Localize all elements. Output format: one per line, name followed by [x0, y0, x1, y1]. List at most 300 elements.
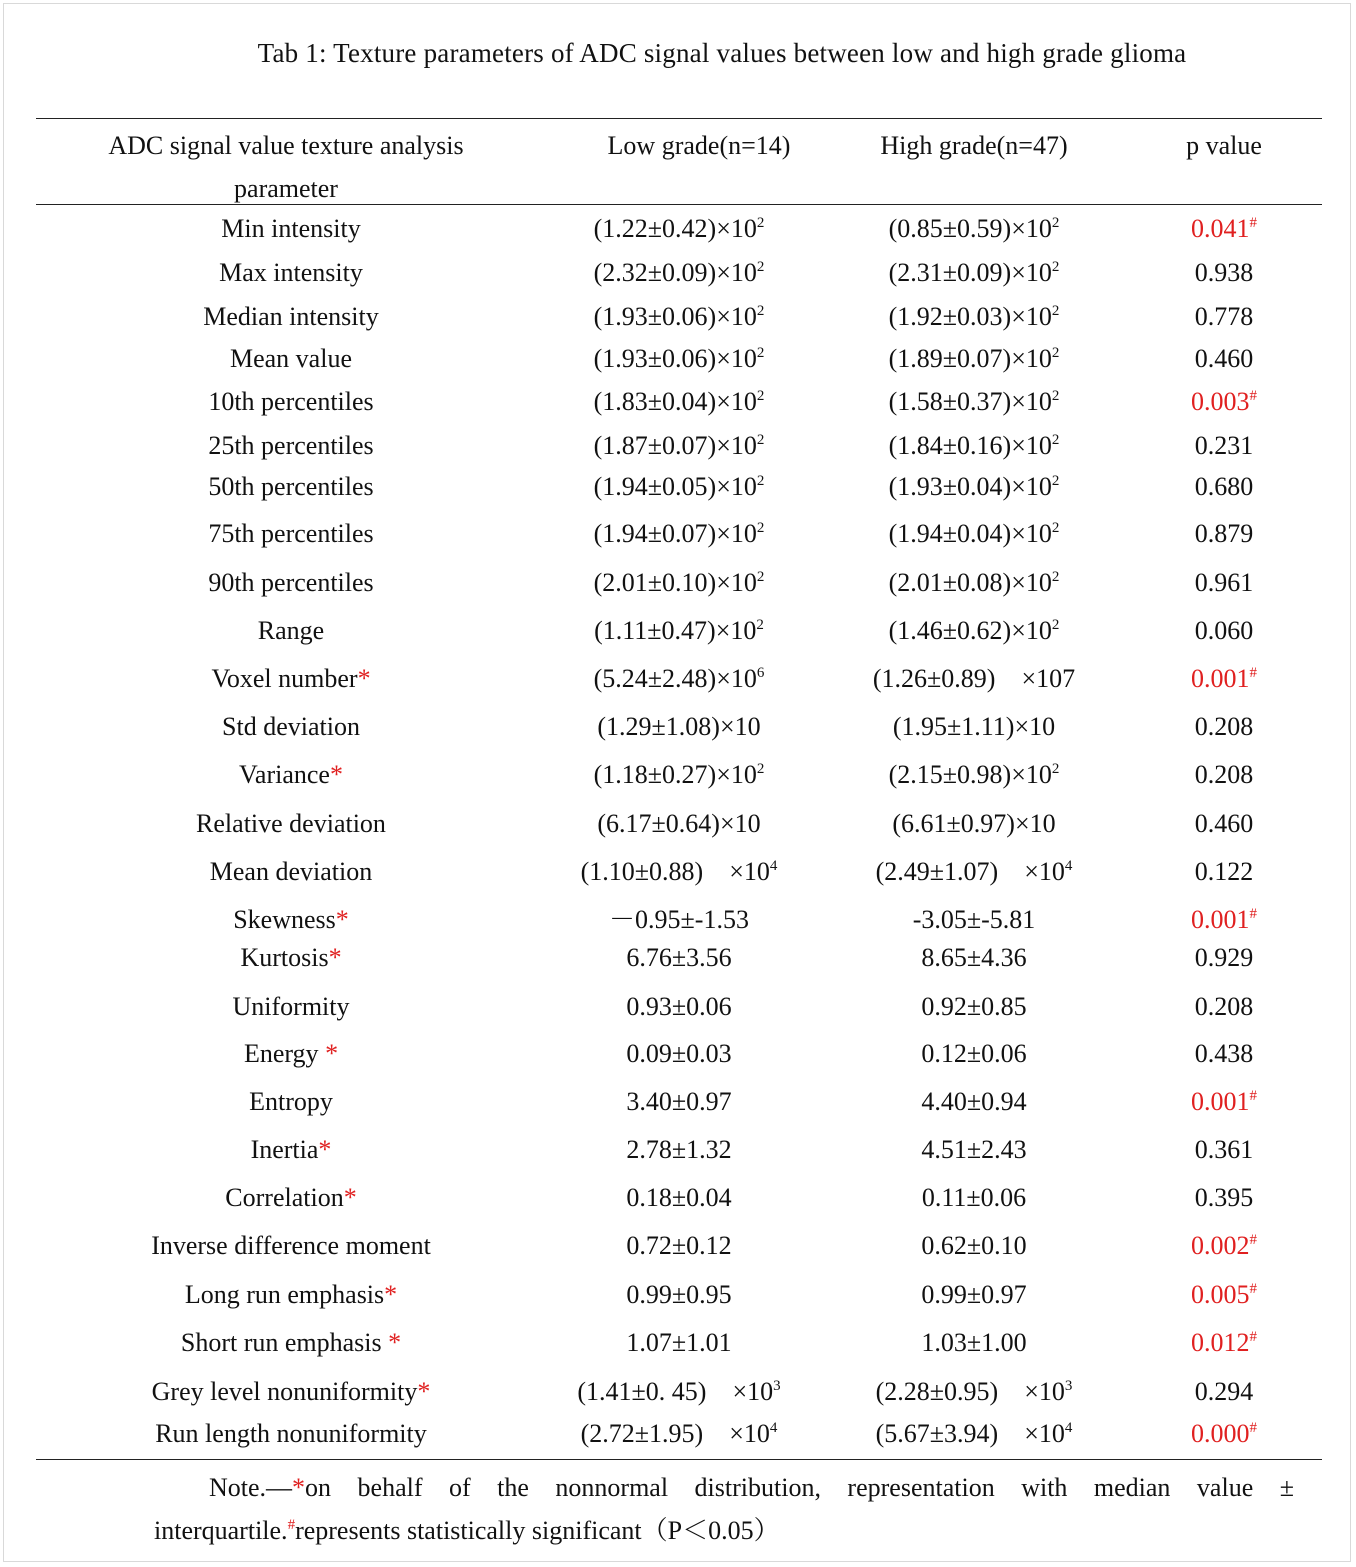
low-grade-cell — [544, 339, 814, 383]
low-grade-exponent: 6 — [756, 665, 765, 681]
high-grade-cell — [839, 938, 1109, 978]
low-grade-exponent: 2 — [756, 303, 765, 319]
low-grade-value: 0.72±0.12 — [626, 1231, 732, 1260]
header-rule — [36, 204, 1322, 205]
parameter-cell — [86, 339, 496, 379]
low-grade-value: (1.83±0.04)×10 — [593, 387, 757, 416]
parameter-name: 25th percentiles — [208, 431, 374, 460]
high-grade-value: 0.92±0.85 — [921, 992, 1027, 1021]
low-grade-exponent: 4 — [769, 1420, 778, 1436]
high-grade-value: 0.62±0.10 — [921, 1231, 1027, 1260]
low-grade-cell — [544, 1372, 814, 1416]
parameter-cell — [86, 1372, 496, 1412]
high-grade-cell — [839, 755, 1109, 799]
high-grade-value: 0.99±0.97 — [921, 1280, 1027, 1309]
high-grade-cell — [839, 514, 1109, 558]
p-value: 0.208 — [1194, 760, 1254, 789]
low-grade-value: 0.93±0.06 — [626, 992, 732, 1021]
high-grade-exponent: 2 — [1051, 569, 1060, 585]
parameter-cell — [86, 297, 496, 337]
table-row — [4, 1178, 1350, 1218]
high-grade-value: (1.95±1.11)×10 — [892, 712, 1056, 741]
note-star: * — [292, 1473, 306, 1502]
parameter-name: Median intensity — [203, 302, 379, 331]
table-row — [4, 1034, 1350, 1074]
high-grade-cell — [839, 1414, 1109, 1458]
high-grade-exponent: 2 — [1051, 388, 1060, 404]
low-grade-value: (1.18±0.27)×10 — [593, 760, 757, 789]
p-value: 0.208 — [1194, 712, 1254, 741]
low-grade-value: (6.17±0.64)×10 — [597, 809, 761, 838]
table-row — [4, 339, 1350, 379]
high-grade-value: (5.67±3.94) ×10 — [875, 1419, 1065, 1448]
p-value: 0.395 — [1194, 1183, 1254, 1212]
high-grade-value: (1.46±0.62)×10 — [888, 616, 1052, 645]
high-grade-cell — [839, 1226, 1109, 1266]
high-grade-cell — [839, 804, 1109, 844]
p-value: 0.361 — [1194, 1135, 1254, 1164]
parameter-name: 50th percentiles — [208, 472, 374, 501]
high-grade-cell — [839, 209, 1109, 253]
high-grade-exponent: 4 — [1064, 858, 1073, 874]
header-parameter-line1: ADC signal value texture analysis — [108, 131, 464, 160]
table-row — [4, 514, 1350, 554]
p-value: 0.001 — [1191, 1087, 1250, 1116]
p-value-cell — [1124, 707, 1324, 747]
parameter-name: Run length nonuniformity — [155, 1419, 427, 1448]
parameter-name: Relative deviation — [196, 809, 386, 838]
header-p-value: p value — [1186, 131, 1262, 160]
significance-mark: # — [1249, 1329, 1257, 1345]
p-value: 0.060 — [1194, 616, 1254, 645]
low-grade-value: (1.94±0.07)×10 — [593, 519, 757, 548]
low-grade-cell — [544, 938, 814, 978]
parameter-cell — [86, 852, 496, 892]
p-value: 0.012 — [1191, 1328, 1250, 1357]
low-grade-cell — [544, 1275, 814, 1315]
high-grade-value: (6.61±0.97)×10 — [892, 809, 1056, 838]
p-value: 0.294 — [1194, 1377, 1254, 1406]
header-parameter — [76, 124, 496, 210]
low-grade-cell — [544, 426, 814, 470]
parameter-cell — [86, 755, 496, 795]
p-value: 0.929 — [1194, 943, 1254, 972]
low-grade-exponent: 2 — [756, 215, 765, 231]
parameter-name: Short run emphasis — [180, 1328, 389, 1357]
document-page — [3, 3, 1351, 1562]
table-row — [4, 987, 1350, 1027]
parameter-name: Range — [257, 616, 325, 645]
low-grade-value: (1.87±0.07)×10 — [593, 431, 757, 460]
high-grade-exponent: 2 — [1051, 259, 1060, 275]
low-grade-value: 2.78±1.32 — [626, 1135, 732, 1164]
low-grade-value: (1.93±0.06)×10 — [593, 344, 757, 373]
table-row — [4, 900, 1350, 940]
high-grade-exponent: 2 — [1051, 473, 1060, 489]
low-grade-value: 3.40±0.97 — [626, 1087, 732, 1116]
parameter-cell — [86, 1323, 496, 1363]
parameter-name: Std deviation — [222, 712, 360, 741]
parameter-name: Mean value — [229, 344, 352, 373]
high-grade-cell — [839, 426, 1109, 470]
low-grade-cell — [544, 1226, 814, 1266]
parameter-cell — [86, 900, 496, 940]
low-grade-cell — [544, 209, 814, 253]
parameter-name: Inertia — [250, 1135, 319, 1164]
note-line-1 — [154, 1466, 1294, 1509]
parameter-cell — [86, 938, 496, 978]
low-grade-cell — [544, 297, 814, 341]
low-grade-value: (1.93±0.06)×10 — [593, 302, 757, 331]
p-value-cell — [1124, 1130, 1324, 1170]
parameter-name: Inverse difference moment — [151, 1231, 431, 1260]
low-grade-value: (2.01±0.10)×10 — [593, 568, 757, 597]
top-rule — [36, 118, 1322, 119]
high-grade-value: (1.93±0.04)×10 — [888, 472, 1052, 501]
high-grade-exponent: 2 — [1051, 520, 1060, 536]
high-grade-value: 4.40±0.94 — [921, 1087, 1027, 1116]
high-grade-value: (2.28±0.95) ×10 — [875, 1377, 1065, 1406]
low-grade-cell — [544, 1178, 814, 1218]
p-value-cell — [1124, 804, 1324, 844]
parameter-name: Min intensity — [221, 214, 361, 243]
nonnormal-star: * — [328, 943, 342, 972]
significance-mark: # — [1249, 1420, 1257, 1436]
significance-mark: # — [1249, 906, 1257, 922]
table-row — [4, 382, 1350, 422]
low-grade-value: －0.95±-1.53 — [609, 905, 749, 934]
note-line2-a: interquartile. — [154, 1516, 288, 1545]
high-grade-value: 8.65±4.36 — [921, 943, 1027, 972]
low-grade-cell — [544, 611, 814, 655]
parameter-cell — [86, 1178, 496, 1218]
table-row — [4, 804, 1350, 844]
p-value: 0.879 — [1194, 519, 1254, 548]
high-grade-value: (2.01±0.08)×10 — [888, 568, 1052, 597]
p-value: 0.438 — [1194, 1039, 1254, 1068]
nonnormal-star: * — [343, 1183, 357, 1212]
low-grade-value: (2.32±0.09)×10 — [593, 258, 757, 287]
low-grade-exponent: 2 — [756, 520, 765, 536]
high-grade-exponent: 4 — [1064, 1420, 1073, 1436]
table-row — [4, 467, 1350, 507]
high-grade-cell — [839, 1034, 1109, 1074]
p-value-cell — [1124, 209, 1324, 253]
table-row — [4, 659, 1350, 699]
table-row — [4, 297, 1350, 337]
low-grade-exponent: 2 — [756, 761, 765, 777]
high-grade-value: 1.03±1.00 — [921, 1328, 1027, 1357]
parameter-cell — [86, 514, 496, 554]
low-grade-value: (1.11±0.47)×10 — [594, 616, 757, 645]
p-value-cell — [1124, 426, 1324, 466]
header-low-grade: Low grade(n=14) — [607, 131, 791, 160]
parameter-name: Max intensity — [219, 258, 363, 287]
nonnormal-star: * — [357, 664, 371, 693]
high-grade-cell — [839, 382, 1109, 426]
high-grade-cell — [839, 467, 1109, 511]
parameter-name: Voxel number — [211, 664, 358, 693]
table-row — [4, 209, 1350, 249]
low-grade-cell — [544, 755, 814, 799]
p-value-cell — [1124, 339, 1324, 379]
high-grade-cell — [839, 852, 1109, 896]
high-grade-exponent: 2 — [1051, 617, 1060, 633]
p-value-cell — [1124, 1178, 1324, 1218]
p-value: 0.041 — [1191, 214, 1250, 243]
nonnormal-star: * — [329, 760, 343, 789]
low-grade-value: (5.24±2.48)×10 — [593, 664, 757, 693]
high-grade-value: (2.15±0.98)×10 — [888, 760, 1052, 789]
high-grade-cell — [839, 297, 1109, 341]
high-grade-cell — [839, 659, 1109, 699]
significance-mark: # — [1249, 1088, 1257, 1104]
p-value-cell — [1124, 1414, 1324, 1458]
table-row — [4, 563, 1350, 603]
low-grade-cell — [544, 1082, 814, 1122]
high-grade-cell — [839, 707, 1109, 747]
high-grade-value: (2.31±0.09)×10 — [888, 258, 1052, 287]
low-grade-exponent: 2 — [756, 388, 765, 404]
parameter-cell — [86, 426, 496, 466]
p-value-cell — [1124, 1034, 1324, 1074]
low-grade-value: (2.72±1.95) ×10 — [580, 1419, 770, 1448]
significance-mark: # — [1249, 1281, 1257, 1297]
table-row — [4, 707, 1350, 747]
table-row — [4, 1275, 1350, 1315]
nonnormal-star: * — [417, 1377, 431, 1406]
nonnormal-star: * — [318, 1135, 332, 1164]
table-row — [4, 611, 1350, 651]
p-value: 0.005 — [1191, 1280, 1250, 1309]
low-grade-exponent: 4 — [769, 858, 778, 874]
low-grade-exponent: 2 — [756, 473, 765, 489]
p-value-cell — [1124, 1275, 1324, 1319]
high-grade-cell — [839, 339, 1109, 383]
high-grade-exponent: 2 — [1051, 761, 1060, 777]
low-grade-cell — [544, 659, 814, 703]
low-grade-value: 0.99±0.95 — [626, 1280, 732, 1309]
p-value: 0.001 — [1191, 664, 1250, 693]
high-grade-value: (1.94±0.04)×10 — [888, 519, 1052, 548]
nonnormal-star: * — [335, 905, 349, 934]
low-grade-cell — [544, 852, 814, 896]
parameter-cell — [86, 382, 496, 422]
p-value-cell — [1124, 755, 1324, 795]
parameter-name: Long run emphasis — [184, 1280, 385, 1309]
p-value-cell — [1124, 1323, 1324, 1367]
parameter-cell — [86, 1226, 496, 1266]
low-grade-value: (1.10±0.88) ×10 — [580, 857, 770, 886]
p-value: 0.778 — [1194, 302, 1254, 331]
high-grade-cell — [839, 1323, 1109, 1363]
low-grade-exponent: 2 — [756, 617, 764, 633]
p-value: 0.938 — [1194, 258, 1254, 287]
p-value-cell — [1124, 1226, 1324, 1270]
low-grade-value: 0.09±0.03 — [626, 1039, 732, 1068]
low-grade-cell — [544, 900, 814, 940]
table-note — [154, 1466, 1294, 1557]
p-value-cell — [1124, 852, 1324, 892]
p-value: 0.460 — [1194, 809, 1254, 838]
high-grade-value: 4.51±2.43 — [921, 1135, 1027, 1164]
low-grade-cell — [544, 563, 814, 607]
high-grade-exponent: 2 — [1051, 303, 1060, 319]
p-value: 0.122 — [1194, 857, 1254, 886]
high-grade-exponent: 2 — [1051, 345, 1060, 361]
parameter-cell — [86, 1082, 496, 1122]
high-grade-cell — [839, 1275, 1109, 1315]
low-grade-cell — [544, 804, 814, 844]
low-grade-cell — [544, 1323, 814, 1363]
parameter-name: 90th percentiles — [208, 568, 374, 597]
note-line-2 — [154, 1509, 1294, 1557]
parameter-name: Variance — [239, 760, 330, 789]
high-grade-cell — [839, 1372, 1109, 1416]
table-row — [4, 938, 1350, 978]
high-grade-cell — [839, 611, 1109, 655]
table-row — [4, 1226, 1350, 1266]
low-grade-exponent: 2 — [756, 259, 765, 275]
high-grade-cell — [839, 253, 1109, 297]
low-grade-exponent: 3 — [773, 1378, 781, 1394]
p-value: 0.961 — [1194, 568, 1254, 597]
high-grade-value: (1.84±0.16)×10 — [888, 431, 1052, 460]
high-grade-value: (1.58±0.37)×10 — [888, 387, 1052, 416]
low-grade-value: (1.94±0.05)×10 — [593, 472, 757, 501]
parameter-name: Kurtosis — [240, 943, 329, 972]
low-grade-cell — [544, 1130, 814, 1170]
low-grade-cell — [544, 1414, 814, 1458]
low-grade-value: 0.18±0.04 — [626, 1183, 732, 1212]
p-value-cell — [1124, 563, 1324, 603]
note-line1-text: on behalf of the nonnormal distribution, representation with median value ± — [305, 1473, 1294, 1502]
low-grade-cell — [544, 382, 814, 426]
table-title: Tab 1: Texture parameters of ADC signal values between low and high grade glioma — [257, 38, 1187, 68]
low-grade-value: 6.76±3.56 — [626, 943, 732, 972]
parameter-cell — [86, 707, 496, 747]
high-grade-cell — [839, 900, 1109, 940]
table-row — [4, 253, 1350, 293]
significance-mark: # — [1249, 215, 1257, 231]
p-value-cell — [1124, 1082, 1324, 1126]
parameter-name: Mean deviation — [209, 857, 373, 886]
p-value: 0.680 — [1194, 472, 1254, 501]
significance-mark: # — [1249, 665, 1257, 681]
table-row — [4, 426, 1350, 466]
high-grade-cell — [839, 987, 1109, 1027]
header-high-grade: High grade(n=47) — [880, 131, 1068, 160]
high-grade-cell — [839, 1082, 1109, 1122]
low-grade-cell — [544, 1034, 814, 1074]
high-grade-cell — [839, 1130, 1109, 1170]
table-row — [4, 852, 1350, 892]
high-grade-value: 0.11±0.06 — [921, 1183, 1027, 1212]
p-value-cell — [1124, 467, 1324, 507]
p-value: 0.231 — [1194, 431, 1254, 460]
note-line2-b: represents statistically significant（P＜0.05） — [295, 1516, 780, 1545]
high-grade-cell — [839, 1178, 1109, 1218]
parameter-cell — [86, 659, 496, 699]
high-grade-value: -3.05±-5.81 — [912, 905, 1036, 934]
parameter-name: 75th percentiles — [208, 519, 374, 548]
low-grade-value: (1.29±1.08)×10 — [597, 712, 761, 741]
table-row — [4, 1414, 1350, 1454]
p-value: 0.002 — [1191, 1231, 1250, 1260]
p-value-cell — [1124, 382, 1324, 426]
note-hash: # — [287, 1517, 296, 1533]
nonnormal-star: * — [384, 1280, 398, 1309]
parameter-name: Energy — [243, 1039, 326, 1068]
p-value-cell — [1124, 659, 1324, 703]
table-row — [4, 1323, 1350, 1363]
nonnormal-star: * — [388, 1328, 402, 1357]
parameter-name: Skewness — [233, 905, 336, 934]
high-grade-value: (1.26±0.89) ×107 — [872, 664, 1076, 693]
p-value-cell — [1124, 987, 1324, 1027]
parameter-cell — [86, 1275, 496, 1315]
parameter-cell — [86, 1034, 496, 1074]
parameter-cell — [86, 804, 496, 844]
low-grade-cell — [544, 467, 814, 511]
high-grade-value: (1.89±0.07)×10 — [888, 344, 1052, 373]
high-grade-value: (1.92±0.03)×10 — [888, 302, 1052, 331]
high-grade-value: 0.12±0.06 — [921, 1039, 1027, 1068]
parameter-cell — [86, 563, 496, 603]
high-grade-cell — [839, 563, 1109, 607]
table-row — [4, 1130, 1350, 1170]
high-grade-value: (2.49±1.07) ×10 — [875, 857, 1065, 886]
low-grade-value: (1.41±0. 45) ×10 — [577, 1377, 774, 1406]
parameter-name: 10th percentiles — [208, 387, 374, 416]
p-value: 0.003 — [1191, 387, 1250, 416]
p-value-cell — [1124, 611, 1324, 651]
table-row — [4, 1082, 1350, 1122]
low-grade-value: (1.22±0.42)×10 — [593, 214, 757, 243]
parameter-name: Entropy — [249, 1087, 333, 1116]
bottom-rule — [36, 1459, 1322, 1460]
parameter-name: Uniformity — [232, 992, 350, 1021]
p-value-cell — [1124, 514, 1324, 554]
low-grade-exponent: 2 — [756, 345, 765, 361]
p-value-cell — [1124, 938, 1324, 978]
low-grade-cell — [544, 987, 814, 1027]
significance-mark: # — [1249, 1232, 1257, 1248]
p-value: 0.000 — [1191, 1419, 1250, 1448]
p-value-cell — [1124, 253, 1324, 293]
table-row — [4, 1372, 1350, 1412]
p-value: 0.460 — [1194, 344, 1254, 373]
low-grade-exponent: 2 — [756, 432, 765, 448]
parameter-name: Grey level nonuniformity — [151, 1377, 418, 1406]
parameter-cell — [86, 1414, 496, 1454]
parameter-cell — [86, 987, 496, 1027]
significance-mark: # — [1249, 388, 1257, 404]
parameter-cell — [86, 1130, 496, 1170]
parameter-cell — [86, 611, 496, 651]
low-grade-exponent: 2 — [756, 569, 765, 585]
p-value-cell — [1124, 1372, 1324, 1412]
high-grade-exponent: 2 — [1051, 215, 1060, 231]
high-grade-value: (0.85±0.59)×10 — [888, 214, 1052, 243]
low-grade-cell — [544, 253, 814, 297]
parameter-cell — [86, 467, 496, 507]
low-grade-cell — [544, 514, 814, 558]
p-value: 0.001 — [1191, 905, 1250, 934]
low-grade-cell — [544, 707, 814, 747]
parameter-cell — [86, 253, 496, 293]
header-parameter-line2: parameter — [234, 174, 338, 203]
